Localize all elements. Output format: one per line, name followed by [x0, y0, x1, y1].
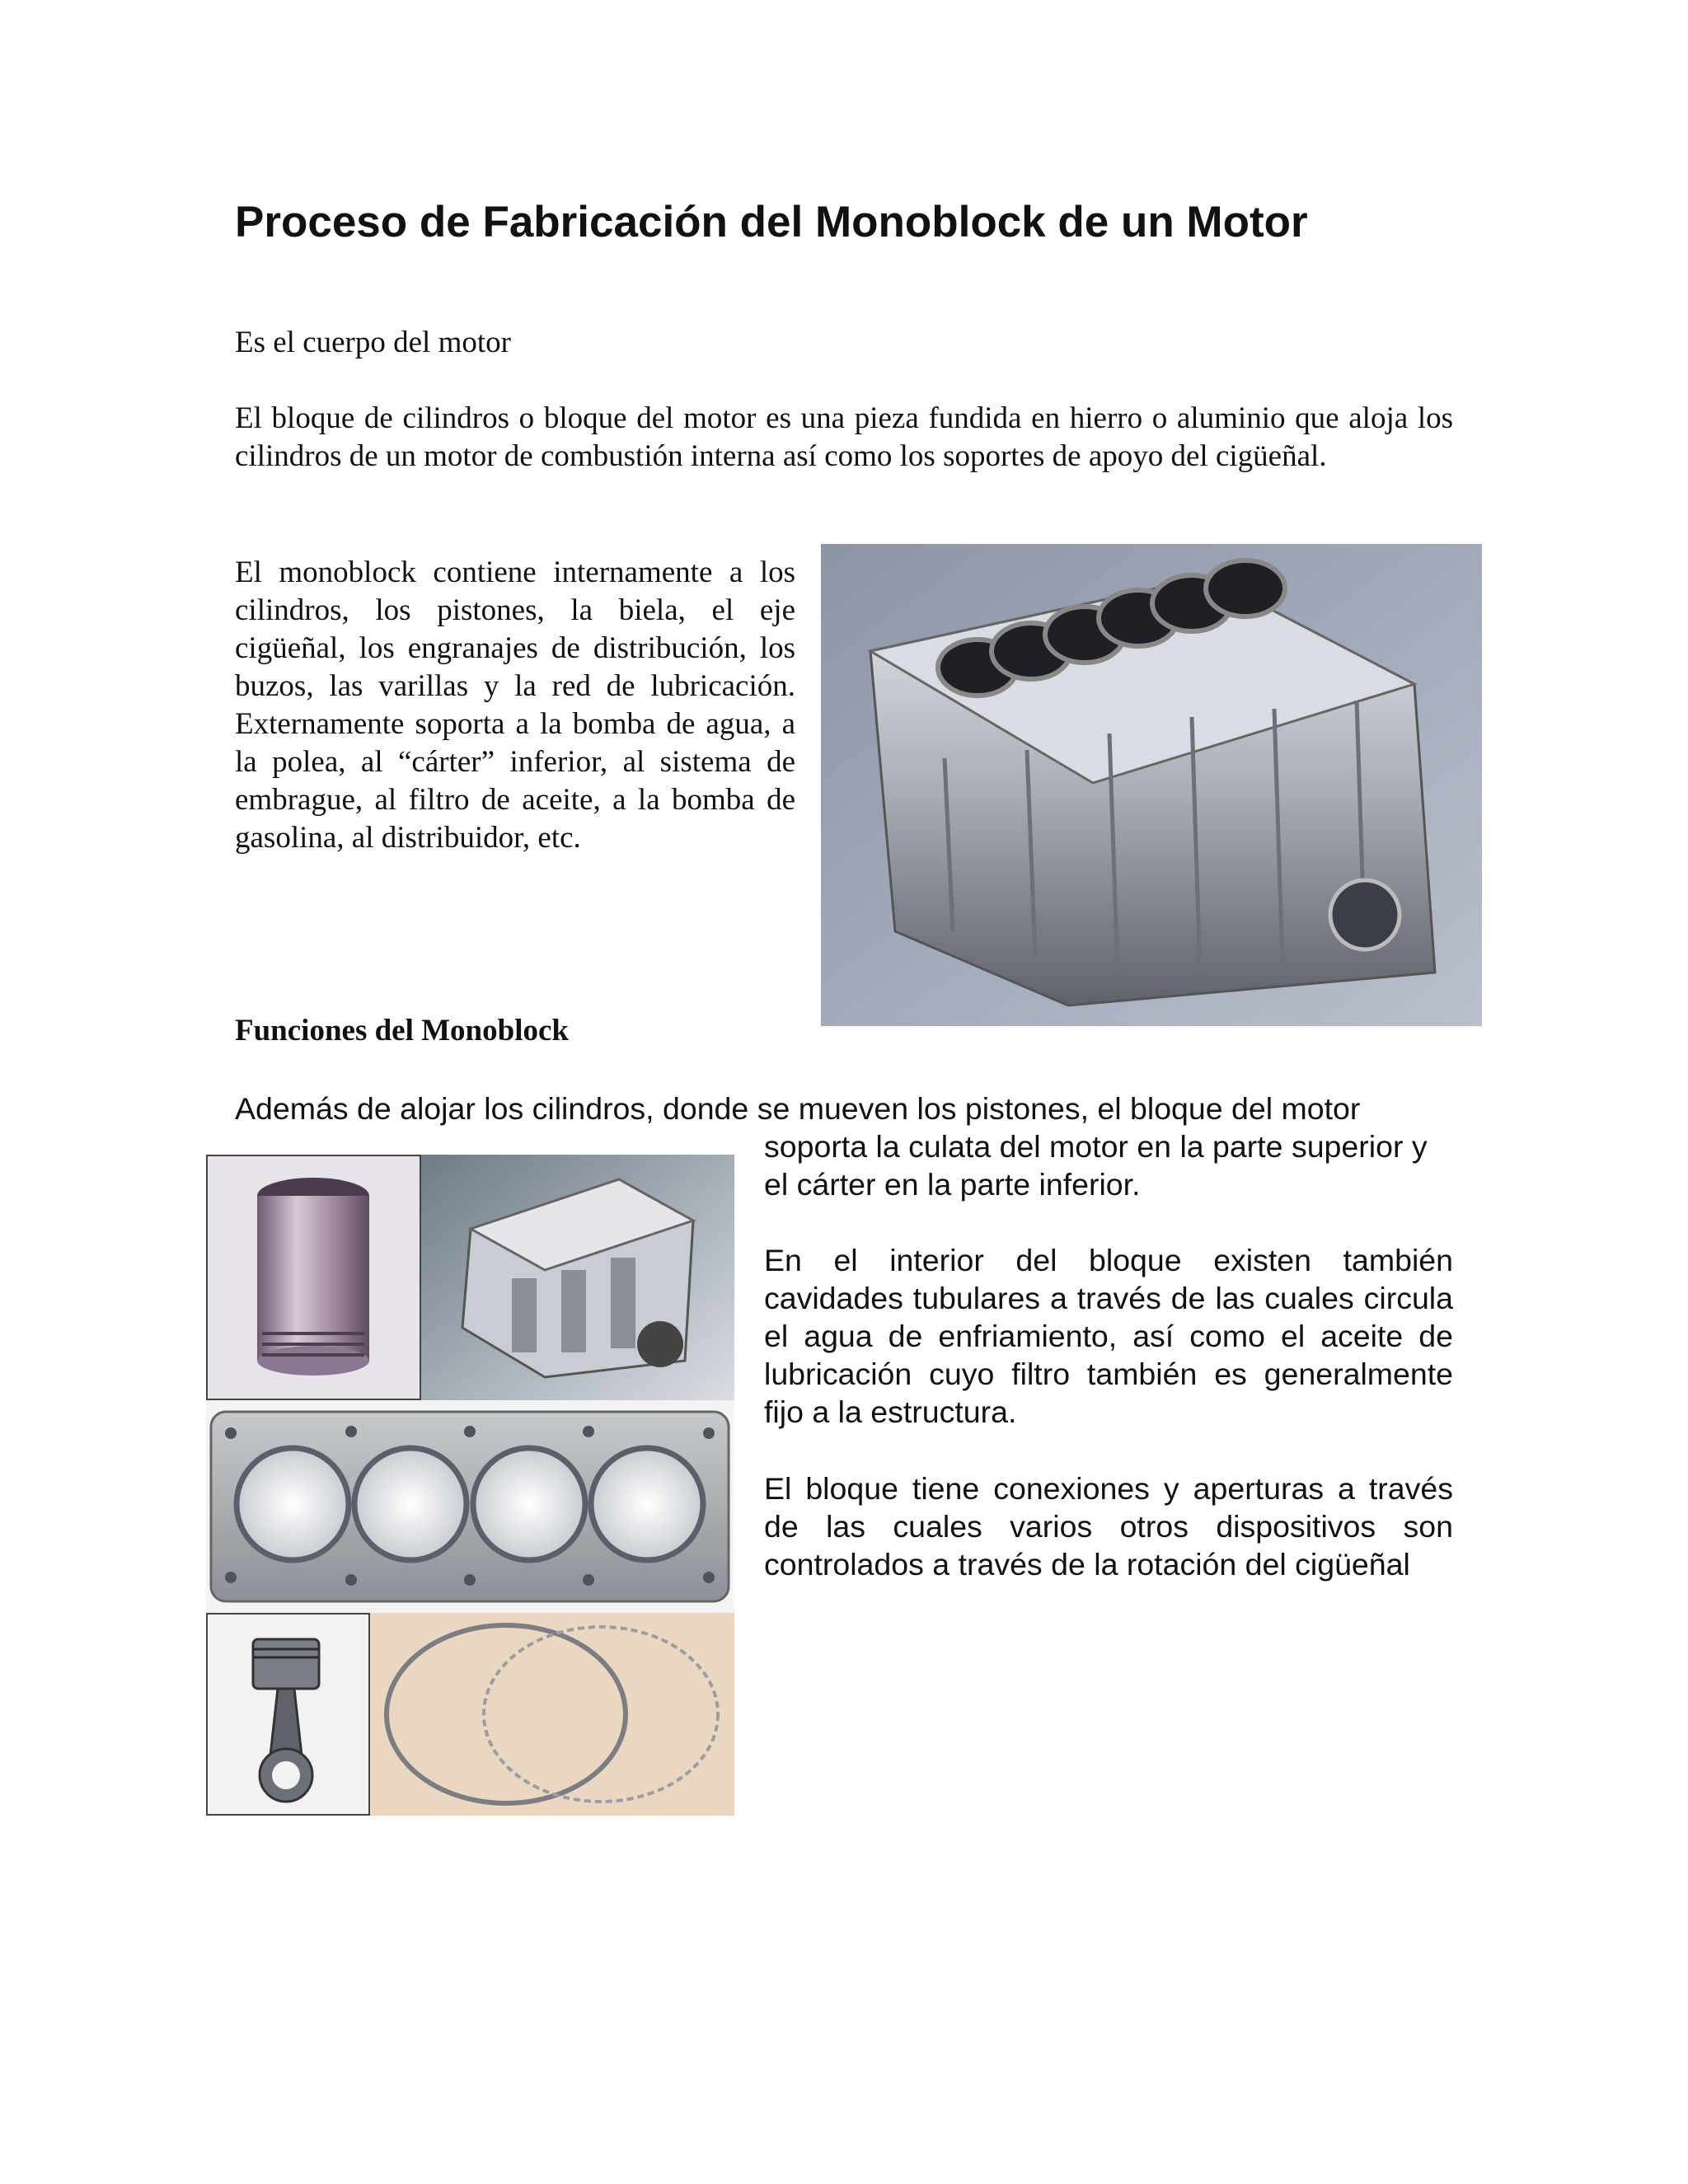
paragraph-definition: El bloque de cilindros o bloque del motor es una pieza fundida en hierro o aluminio que aloja los cilindros de un motor de combustión interna así como los soportes de apoyo del cigüeñal. [235, 401, 1453, 473]
functions-lead-text: Además de alojar los cilindros, donde se mueven los pistones, el bloque del motor [235, 1091, 1361, 1126]
piston-connecting-rod-photo [206, 1613, 370, 1816]
paragraph-connections: El bloque tiene conexiones y aperturas a través de las cuales varios otros dispositivos son controlados a través de la rotación del cigüeñal [764, 1471, 1453, 1582]
page-title: Proceso de Fabricación del Monoblock de un Motor [235, 198, 1308, 246]
intro-text: Es el cuerpo del motor [235, 326, 511, 359]
cylinder-liner-photo [206, 1155, 421, 1400]
functions-cont-text: soporta la culata del motor en la parte superior y el cárter en la parte inferior. [764, 1129, 1428, 1202]
section-heading: Funciones del Monoblock [235, 1014, 569, 1047]
piston-rings-photo [370, 1613, 734, 1816]
paragraph-contents: El monoblock contiene internamente a los cilindros, los pistones, la biela, el eje cigüeñal, los engranajes de distribución, los buzos, las varillas y la red de lubricación. Externamente soporta a la bomba de agua, a la polea, al “cárter” inferior, al sistema de embrague, al filtro de aceite, a la bomba de gasolina, al distribuidor, etc. [235, 555, 795, 855]
paragraph-cavities: En el interior del bloque existen también cavidades tubulares a través de las cuales circula el agua de enfriamiento, así como el aceite de lubricación cuyo filtro también es generalmente fijo a la estructura. [764, 1243, 1453, 1429]
small-engine-block-photo [421, 1155, 734, 1400]
head-gasket-photo [206, 1400, 734, 1613]
engine-block-photo [821, 544, 1482, 1026]
